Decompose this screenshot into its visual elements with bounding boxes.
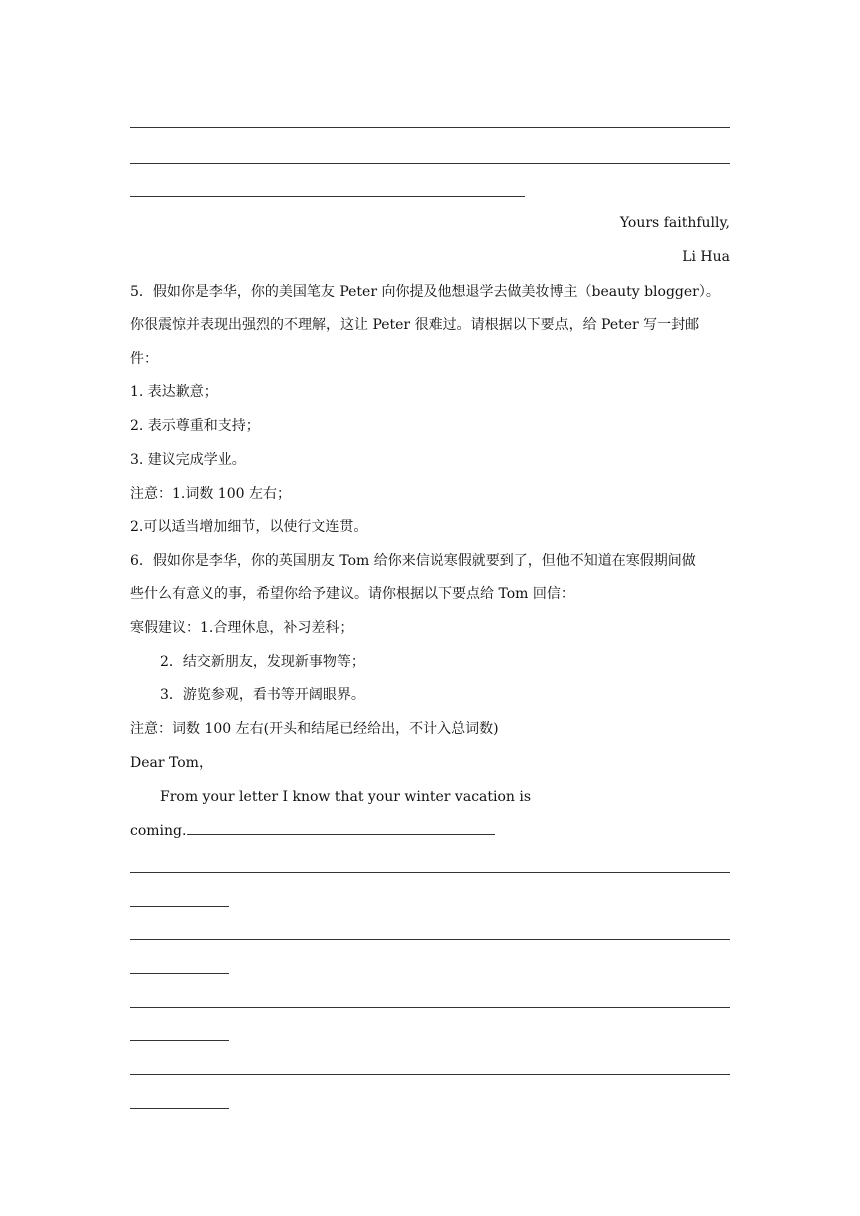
answer-line [130,127,730,128]
q6-prompt-line-1: 6．假如你是李华，你的英国朋友 Tom 给你来信说寒假就要到了，但他不知道在寒假期间做 [130,553,696,569]
q5-point-3: 3. 建议完成学业。 [130,452,246,468]
q6-suggestion-2: 2．结交新朋友，发现新事物等； [160,654,365,670]
document-page [130,0,730,1216]
answer-line [130,973,229,974]
q6-prompt-line-2: 些什么有意义的事，希望你给予建议。请你根据以下要点给 Tom 回信： [130,586,575,602]
letter-signature: Li Hua [682,249,730,265]
answer-blank [187,820,495,835]
answer-line [130,1007,730,1008]
answer-line [130,1040,229,1041]
letter-closing: Yours faithfully, [619,215,730,231]
answer-line [130,1108,229,1109]
q5-note-1: 注意：1.词数 100 左右； [130,486,291,502]
q6-suggestion-3: 3．游览参观，看书等开阔眼界。 [160,687,365,703]
answer-line [130,906,229,907]
q5-prompt-line-1: 5．假如你是李华，你的美国笔友 Peter 向你提及他想退学去做美妆博主（beauty blogger）。 [130,284,720,300]
answer-line [130,163,730,164]
letter-coming-line [130,820,730,841]
answer-line [130,872,730,873]
letter-greeting: Dear Tom， [130,755,213,771]
q5-prompt-line-3: 件： [130,351,158,367]
letter-opening: From your letter I know that your winter vacation is [160,789,532,805]
q5-point-2: 2. 表示尊重和支持； [130,418,260,434]
answer-line [130,196,525,197]
q5-prompt-line-2: 你很震惊并表现出强烈的不理解，这让 Peter 很难过。请根据以下要点，给 Peter 写一封邮 [130,317,700,333]
answer-line [130,939,730,940]
q5-note-2: 2.可以适当增加细节，以使行文连贯。 [130,519,368,535]
q5-point-1: 1. 表达歉意； [130,384,218,400]
q6-suggestion-1: 寒假建议：1.合理休息，补习差科； [130,620,354,636]
answer-line [130,1074,730,1075]
letter-coming-text: coming. [130,823,187,839]
q6-note: 注意：词数 100 左右(开头和结尾已经给出，不计入总词数) [130,721,499,737]
